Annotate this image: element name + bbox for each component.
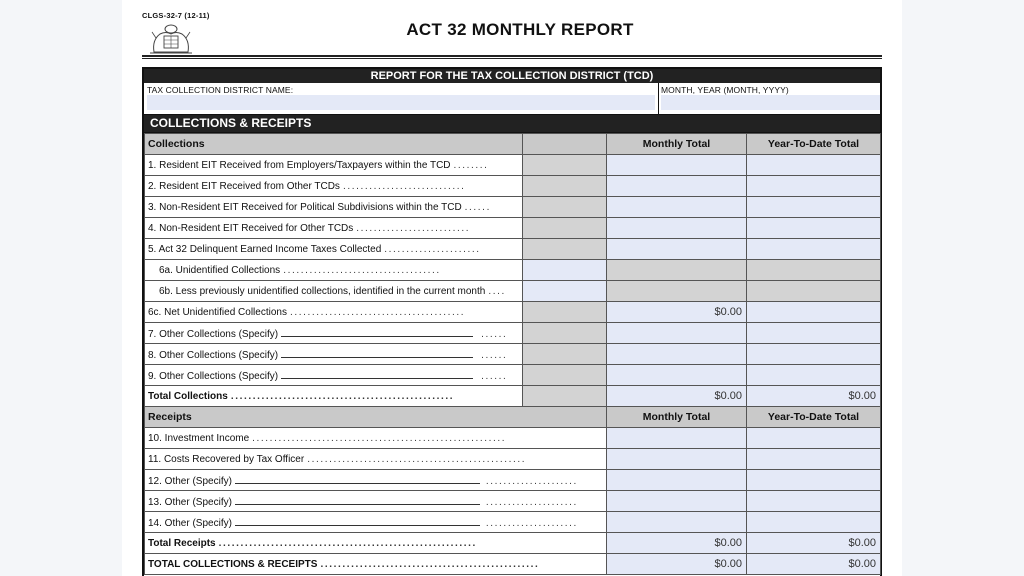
monthly-total-header: Monthly Total: [607, 134, 747, 155]
table-row: [145, 323, 881, 344]
leader-dots: ............................: [342, 180, 466, 192]
row-label: 11. Costs Recovered by Tax Officer: [148, 454, 307, 465]
leader-dots: ........: [453, 159, 489, 171]
monthly-total-field[interactable]: [607, 197, 747, 218]
table-row: [145, 428, 881, 449]
collections-header-row: [145, 134, 881, 155]
row-label: 1. Resident EIT Received from Employers/Taxpayers within the TCD: [148, 160, 454, 171]
monthly-total-field[interactable]: [607, 428, 747, 449]
ytd-total-header: Year-To-Date Total: [747, 134, 881, 155]
row-label: 3. Non-Resident EIT Received for Political Subdivisions within the TCD: [148, 202, 465, 213]
leader-dots: .....................: [485, 475, 578, 487]
ytd-total-field[interactable]: [747, 176, 881, 197]
collections-receipts-table: [144, 133, 881, 575]
ytd-total-field[interactable]: [747, 218, 881, 239]
total-receipts-monthly: $0.00: [607, 533, 747, 554]
monthly-total-field[interactable]: [607, 449, 747, 470]
ytd-total-field[interactable]: [747, 323, 881, 344]
ytd-total-field[interactable]: [747, 491, 881, 512]
sub-amount-field[interactable]: [523, 260, 607, 281]
monthly-total-field[interactable]: [607, 344, 747, 365]
grand-total-row: [145, 554, 881, 575]
monthly-total-field[interactable]: [607, 512, 747, 533]
header-divider: [142, 55, 882, 59]
row-label: Total Collections: [148, 391, 231, 402]
gray-cell: [523, 365, 607, 386]
table-row: [145, 218, 881, 239]
district-name-label: TAX COLLECTION DISTRICT NAME:: [147, 85, 294, 95]
gray-cell: [747, 260, 881, 281]
row-label: 4. Non-Resident EIT Received for Other TCDs: [148, 223, 356, 234]
gray-cell: [523, 323, 607, 344]
leader-dots: ..........................: [356, 222, 471, 234]
leader-dots: ..................................................: [320, 558, 540, 570]
gray-cell: [523, 155, 607, 176]
monthly-total-field[interactable]: [607, 365, 747, 386]
leader-dots: ..........................................................: [252, 432, 507, 444]
ytd-total-field[interactable]: [747, 365, 881, 386]
monthly-total-field[interactable]: [607, 491, 747, 512]
section-title: COLLECTIONS & RECEIPTS: [144, 115, 880, 133]
district-name-field[interactable]: [147, 95, 655, 110]
total-collections-monthly: $0.00: [607, 386, 747, 407]
month-year-field[interactable]: [661, 95, 880, 110]
table-row: [145, 239, 881, 260]
row-label: 6c. Net Unidentified Collections: [148, 307, 290, 318]
gray-cell: [607, 281, 747, 302]
ytd-total-field[interactable]: [747, 449, 881, 470]
total-receipts-ytd: $0.00: [747, 533, 881, 554]
collections-header: Collections: [145, 134, 523, 155]
monthly-total-field[interactable]: [607, 176, 747, 197]
leader-dots: ......: [481, 370, 508, 382]
row-label: 7. Other Collections (Specify): [148, 329, 281, 340]
monthly-total-field[interactable]: [607, 470, 747, 491]
row-label: Total Receipts: [148, 538, 219, 549]
leader-dots: ......: [481, 349, 508, 361]
table-row: [145, 260, 881, 281]
gray-cell: [523, 197, 607, 218]
monthly-total-header: Monthly Total: [607, 407, 747, 428]
ytd-total-field[interactable]: [747, 155, 881, 176]
gray-cell: [747, 281, 881, 302]
sub-amount-field[interactable]: [523, 281, 607, 302]
row-label: 12. Other (Specify): [148, 476, 235, 487]
row-label: 9. Other Collections (Specify): [148, 371, 281, 382]
gray-cell: [523, 386, 607, 407]
specify-line[interactable]: [281, 369, 473, 379]
table-row: [145, 512, 881, 533]
row-label: 6a. Unidentified Collections: [159, 265, 283, 276]
form-code: CLGS-32-7 (12-11): [142, 11, 210, 20]
report-page: [122, 0, 902, 576]
leader-dots: ......................: [384, 243, 481, 255]
grand-total-monthly: $0.00: [607, 554, 747, 575]
leader-dots: ......: [481, 328, 508, 340]
table-row: [145, 470, 881, 491]
specify-line[interactable]: [235, 474, 480, 484]
leader-dots: ......: [464, 201, 491, 213]
district-section-header: REPORT FOR THE TAX COLLECTION DISTRICT (TCD): [144, 69, 880, 83]
specify-line[interactable]: [235, 495, 480, 505]
gray-cell: [607, 260, 747, 281]
ytd-total-field[interactable]: [747, 197, 881, 218]
row-label: 2. Resident EIT Received from Other TCDs: [148, 181, 343, 192]
specify-line[interactable]: [281, 348, 473, 358]
leader-dots: .....................: [485, 517, 578, 529]
leader-dots: .....................: [485, 496, 578, 508]
gray-cell: [523, 239, 607, 260]
table-row: [145, 197, 881, 218]
table-row: [145, 491, 881, 512]
row-label: 5. Act 32 Delinquent Earned Income Taxes Collected: [148, 244, 384, 255]
gray-cell: [523, 176, 607, 197]
ytd-total-field[interactable]: [747, 302, 881, 323]
district-info-row: [144, 83, 880, 115]
row-label: 6b. Less previously unidentified collections, identified in the current month: [159, 286, 488, 297]
leader-dots: ...........................................................: [218, 537, 477, 549]
leader-dots: ....................................: [283, 264, 441, 276]
specify-line[interactable]: [235, 516, 480, 526]
table-row: [145, 155, 881, 176]
table-row: [145, 302, 881, 323]
monthly-total-field[interactable]: [607, 155, 747, 176]
table-row: [145, 281, 881, 302]
leader-dots: ........................................: [289, 306, 466, 318]
spacer-cell: [523, 134, 607, 155]
total-receipts-row: [145, 533, 881, 554]
ytd-total-field[interactable]: [747, 239, 881, 260]
ytd-total-field[interactable]: [747, 344, 881, 365]
monthly-total-field[interactable]: [607, 239, 747, 260]
row-label: 10. Investment Income: [148, 433, 252, 444]
gray-cell: [523, 344, 607, 365]
gray-cell: [523, 218, 607, 239]
month-year-label: MONTH, YEAR (MONTH, YYYY): [661, 85, 789, 95]
receipts-header: Receipts: [145, 407, 607, 428]
total-collections-ytd: $0.00: [747, 386, 881, 407]
gray-cell: [523, 302, 607, 323]
row-label: 8. Other Collections (Specify): [148, 350, 281, 361]
row-label: TOTAL COLLECTIONS & RECEIPTS: [148, 559, 320, 570]
ytd-total-field[interactable]: [747, 428, 881, 449]
leader-dots: ....: [488, 285, 506, 297]
row-label: 14. Other (Specify): [148, 518, 235, 529]
specify-line[interactable]: [281, 327, 473, 337]
page-title: ACT 32 MONTHLY REPORT: [406, 20, 634, 39]
report-form: [142, 67, 882, 576]
table-row: [145, 176, 881, 197]
table-row: [145, 365, 881, 386]
ytd-total-header: Year-To-Date Total: [747, 407, 881, 428]
leader-dots: ...................................................: [230, 390, 455, 402]
table-row: [145, 449, 881, 470]
monthly-total-field[interactable]: [607, 218, 747, 239]
leader-dots: ..................................................: [307, 453, 527, 465]
field-separator: [658, 83, 659, 114]
total-collections-row: [145, 386, 881, 407]
table-row: [145, 344, 881, 365]
grand-total-ytd: $0.00: [747, 554, 881, 575]
monthly-total-field[interactable]: [607, 323, 747, 344]
receipts-header-row: [145, 407, 881, 428]
monthly-total-field[interactable]: $0.00: [607, 302, 747, 323]
ytd-total-field[interactable]: [747, 470, 881, 491]
ytd-total-field[interactable]: [747, 512, 881, 533]
row-label: 13. Other (Specify): [148, 497, 235, 508]
